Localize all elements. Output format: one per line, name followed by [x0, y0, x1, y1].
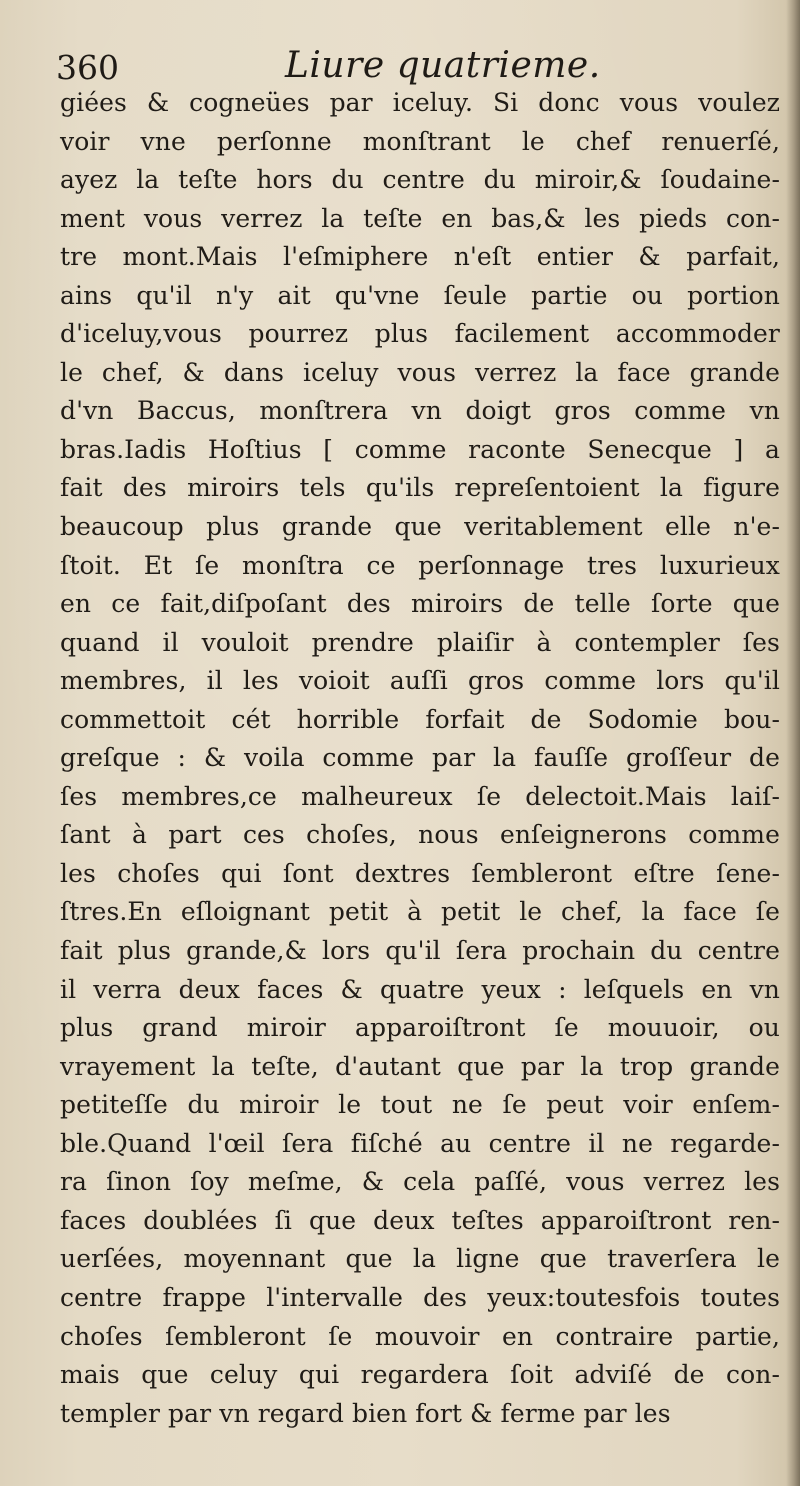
text-line: tre mont.Mais l'eſmiphere n'eſt entier & parfait, [60, 242, 780, 272]
text-line: choſes ſembleront ſe mouvoir en contraire partie, [60, 1321, 780, 1351]
text-line: d'vn Baccus, monſtrera vn doigt gros comme vn [60, 396, 780, 426]
text-line: ains qu'il n'y ait qu'vne ſeule partie ou portion [60, 280, 780, 310]
text-line: quand il vouloit prendre plaiſir à contempler ſes [60, 627, 780, 657]
text-line: ment vous verrez la teſte en bas,& les pieds con- [60, 203, 780, 233]
text-line: fait des miroirs tels qu'ils repreſentoient la figure [60, 473, 780, 503]
text-line: ble.Quand l'œil ſera fiſché au centre il ne regarde- [60, 1128, 780, 1158]
text-line: uerſées, moyennant que la ligne que traverſera le [60, 1244, 780, 1274]
text-line: ra ſinon ſoy meſme, & cela paſſé, vous verrez les [60, 1167, 780, 1197]
text-line: commettoit cét horrible forfait de Sodomie bou- [60, 704, 780, 734]
text-line: ſant à part ces choſes, nous enſeignerons comme [60, 820, 780, 850]
text-line: ayez la teſte hors du centre du miroir,& ſoudaine- [60, 165, 780, 195]
text-line: d'iceluy,vous pourrez plus facilement accommoder [60, 319, 780, 349]
text-line: membres, il les voioit auſſi gros comme lors qu'il [60, 666, 780, 696]
text-line: greſque : & voila comme par la fauſſe groſſeur de [60, 743, 780, 773]
body-text [60, 84, 780, 1428]
page-header [50, 42, 750, 88]
page-number: 360 [56, 48, 119, 87]
page-edge-shadow [786, 0, 800, 1486]
text-line: fait plus grande,& lors qu'il ſera prochain du centre [60, 936, 780, 966]
text-line: ſtres.En eſloignant petit à petit le chef, la face ſe [60, 897, 780, 927]
text-line: ſes membres,ce malheureux ſe delectoit.Mais laiſ- [60, 781, 780, 811]
running-title: Liure quatrieme. [285, 45, 601, 86]
text-line: faces doublées ſi que deux teſtes apparoiſtront ren- [60, 1205, 780, 1235]
text-line: voir vne perſonne monſtrant le chef renuerſé, [60, 126, 780, 156]
text-line: giées & cogneües par iceluy. Si donc vous voulez [60, 88, 780, 117]
text-line: centre frappe l'intervalle des yeux:toutesfois toutes [60, 1282, 780, 1312]
text-line: mais que celuy qui regardera ſoit adviſé de con- [60, 1360, 780, 1390]
text-line: le chef, & dans iceluy vous verrez la face grande [60, 357, 780, 387]
text-line: beaucoup plus grande que veritablement elle n'e- [60, 512, 780, 542]
text-line: ſtoit. Et ſe monſtra ce perſonnage tres luxurieux [60, 550, 780, 580]
text-line: en ce fait,diſpoſant des miroirs de telle ſorte que [60, 589, 780, 619]
text-line: plus grand miroir apparoiſtront ſe mouuoir, ou [60, 1013, 780, 1043]
text-line: les choſes qui ſont dextres ſembleront eſtre ſene- [60, 858, 780, 888]
text-line: vrayement la teſte, d'autant que par la trop grande [60, 1051, 780, 1081]
text-line: templer par vn regard bien fort & ferme par les [60, 1398, 671, 1428]
text-line: bras.Iadis Hoſtius [ comme raconte Senecque ] a [60, 434, 780, 464]
text-line: il verra deux faces & quatre yeux : leſquels en vn [60, 974, 780, 1004]
text-line: petiteſſe du miroir le tout ne ſe peut voir enſem- [60, 1090, 780, 1120]
